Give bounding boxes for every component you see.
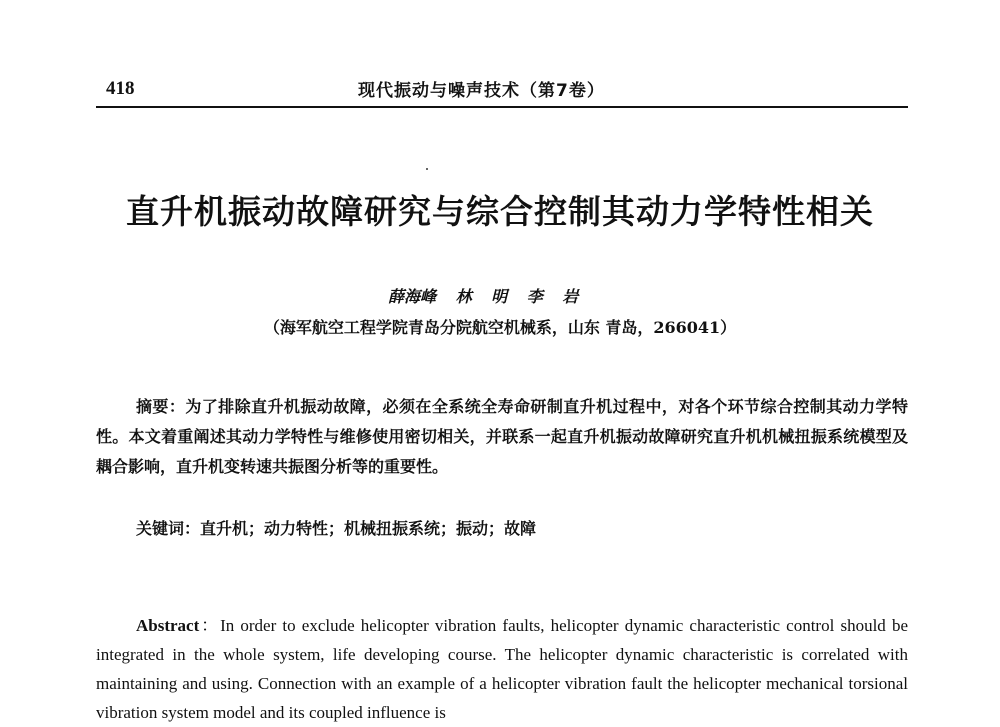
english-abstract-text: In order to exclude helicopter vibration faults, helicopter dynamic characteristic control should be integrated in the whole system, life developing course. The helicopter dynamic characteristic is correlated with maintaining and using. Connection with an example of a helicopter vibration fault the helicopter mechanical torsional vibration system model and its coupled influence is (96, 616, 909, 722)
chinese-abstract (96, 392, 908, 482)
chinese-keywords (136, 516, 536, 539)
chinese-keywords-text: 直升机；动力特性；机械扭振系统；振动；故障 (200, 519, 537, 538)
header-rule (96, 106, 908, 108)
chinese-abstract-text: 为了排除直升机振动故障，必须在全系统全寿命研制直升机过程中，对各个环节综合控制其动力学特性。本文着重阐述其动力学特性与维修使用密切相关，并联系一起直升机振动故障研究直升机机械扭振系统模型及耦合影响，直升机变转速共振图分析等的重要性。 (96, 397, 908, 476)
article-title: 直升机振动故障研究与综合控制其动力学特性相关 (126, 192, 874, 231)
chinese-keywords-label: 关键词： (136, 519, 201, 538)
author-list: 薛海峰 林 明 李 岩 (388, 287, 579, 306)
author-affiliation: （海军航空工程学院青岛分院航空机械系，山东 青岛，266041） (263, 318, 737, 337)
chinese-abstract-label: 摘要： (136, 397, 186, 416)
english-abstract-separator: ： (199, 616, 221, 635)
running-head: 现代振动与噪声技术（第7卷） (358, 81, 605, 101)
english-abstract-label: Abstract (136, 616, 200, 635)
print-speck (426, 168, 428, 170)
english-abstract (96, 611, 908, 727)
page-number: 418 (106, 78, 135, 99)
